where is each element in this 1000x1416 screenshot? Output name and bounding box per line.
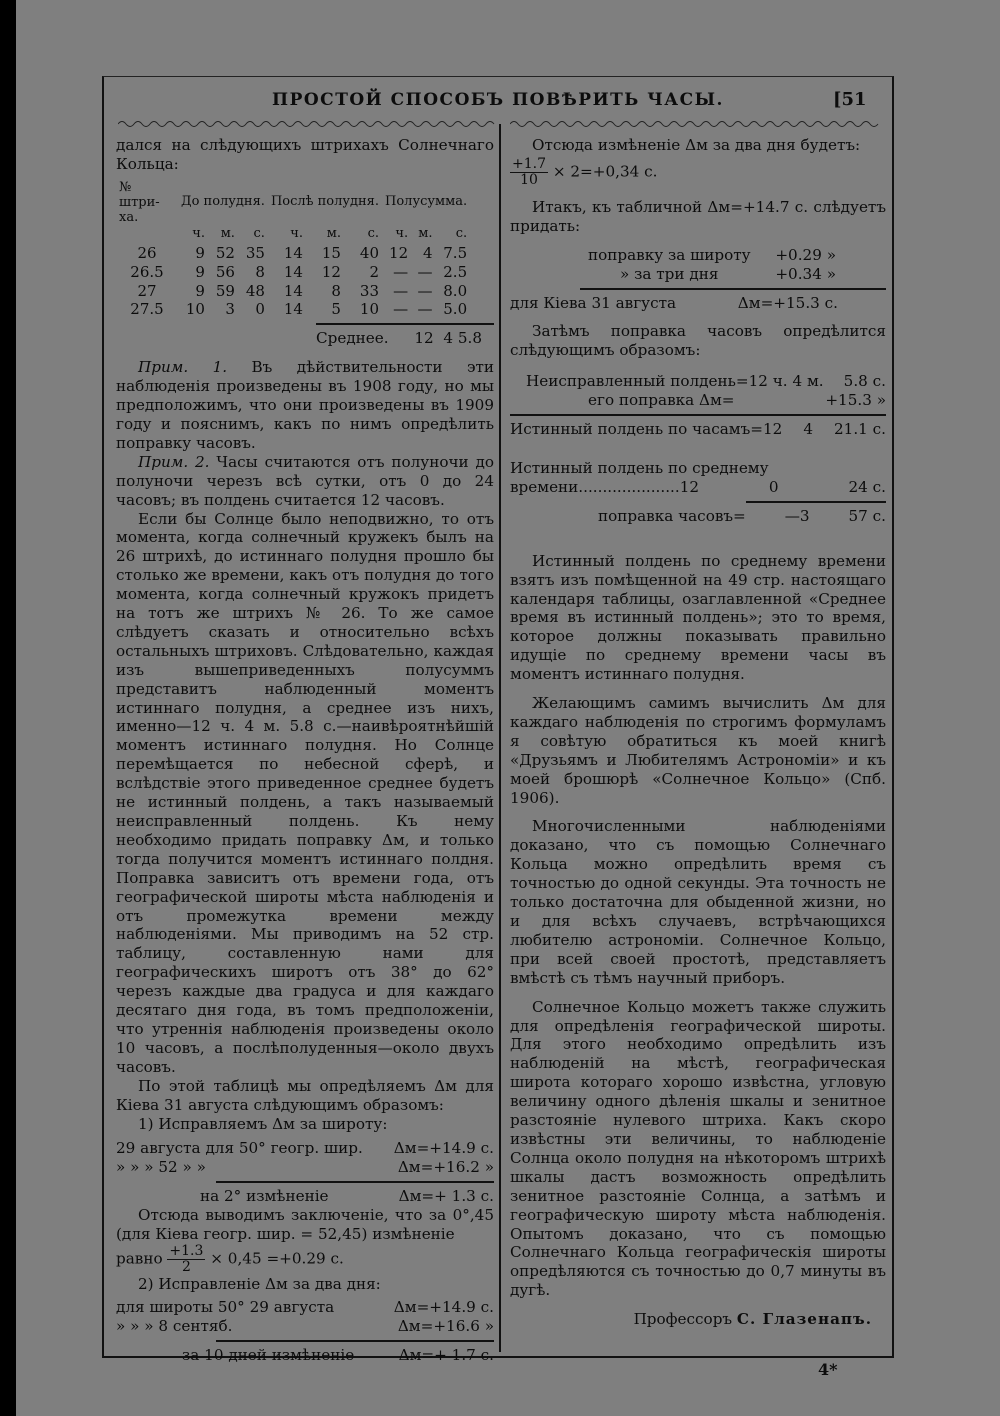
right-paragraph-formulas: Желающимъ самимъ вычислить Δм для каждаго наблюденія по строгимъ формуламъ я совѣтую обратиться къ моей книгѣ «Друзьямъ и Любителямъ Астрономіи» и къ моей брошюрѣ «Солнечное Кольцо» (Спб. 1906). (510, 694, 886, 807)
latitude-row-3: на 2° измѣненіе Δм=+ 1.3 с. (200, 1187, 494, 1206)
page-title: ПРОСТОЙ СПОСОБЪ ПОВѢРИТЬ ЧАСЫ. (272, 90, 724, 110)
scan-edge (0, 0, 16, 1416)
right-paragraph-accuracy: Многочисленными наблюденіями доказано, что съ помощью Солнечнаго Кольца можно опредѣлить время съ точностью до одной секунды. Эта точность не только достаточна для обыденной жизни, но и для всѣхъ случаевъ, встрѣчающихся любителю астрономіи. Солнечное Кольцо, при всей своей простотѣ, представляетъ вмѣстѣ съ тѣмъ научный приборъ. (510, 817, 886, 987)
note-1 (116, 358, 494, 453)
noon-correction-row: его поправка Δм= +15.3 » (588, 391, 886, 410)
table-cell: 15 (321, 243, 341, 262)
col-stroke: № штри-ха. (119, 179, 160, 225)
table-cell: 10 (185, 300, 205, 319)
note-2-label: Прим. 2. (138, 452, 210, 471)
table-cell: — (417, 262, 433, 281)
table-cell: 3 (225, 300, 235, 319)
table-cell: 5 (331, 300, 341, 319)
table-cell: 14 (283, 300, 303, 319)
table-cell: — (393, 262, 409, 281)
footer-mark: 4* (818, 1360, 838, 1379)
right-table-ref: Итакъ, къ табличной Δм=+14.7 с. слѣдуетъ придать: (510, 197, 886, 235)
table-row (116, 263, 470, 282)
table-cell: 2 (369, 262, 380, 281)
unit-label: ч. (395, 225, 409, 241)
note-2 (116, 453, 494, 510)
table-cell: 2.5 (443, 262, 468, 281)
days-row-1: для широты 50° 29 августа Δм=+14.9 с. (116, 1297, 494, 1316)
kiev-total-row: для Кіева 31 августа Δм=+15.3 с. (510, 293, 838, 312)
table-cell: 26.5 (130, 262, 164, 281)
mean-noon-label: Истинный полдень по среднему (510, 458, 769, 477)
col-before-noon: До полудня. (181, 193, 265, 209)
days-row-2: » » » 8 сентяб. Δм=+16.6 » (116, 1316, 494, 1335)
table-cell: 59 (215, 281, 235, 300)
table-cell: 12 (321, 262, 341, 281)
right-intro: Отсюда измѣненіе Δм за два дня будетъ: (532, 136, 861, 154)
table-cell: 52 (215, 243, 235, 262)
table-body (116, 244, 470, 320)
equation-2: $\frac{+1.7}{10}$ × 2=+0,34 с. (512, 155, 658, 188)
fraction-2: $\frac{+1.7}{10}$ (512, 155, 546, 188)
latitude-row-2: » » » 52 » » Δм=+16.2 » (116, 1158, 494, 1177)
table-cell: — (393, 281, 409, 300)
days-rule (216, 1340, 494, 1342)
table-cell: 40 (359, 243, 380, 262)
wavy-rule-left (118, 118, 496, 130)
step-2-heading: 2) Исправленіе Δм за два дня: (138, 1274, 381, 1293)
table-cell: 9 (195, 281, 205, 300)
correction-row-1: поправку за широту +0.29 » (588, 245, 836, 264)
paragraph-main: Если бы Солнце было неподвижно, то отъ момента, когда солнечный кружекъ былъ на 26 штрихѣ, до истиннаго полудня прошло бы столько же времени, какъ отъ полудня до того момента, когда солнечный кружокъ придетъ на тотъ же штрихъ № 26. То же самое слѣдуетъ сказать и относительно всѣхъ остальныхъ штриховъ. Слѣдовательно, каждая изъ вышеприведенныхъ полусуммъ представитъ наблюденный моментъ истиннаго полудня, а среднее изъ нихъ, именно—12 ч. 4 м. 5.8 с.—наивѣроятнѣйшій моментъ истиннаго полудня. Но Солнце перемѣщается по небесной сферѣ, и вслѣдствіе этого приведенное среднее будетъ не истинный полдень, а такъ называемый неисправленный полдень. Къ нему необходимо придать поправку Δм, и только тогда получится моментъ истиннаго полдня. Поправка зависитъ отъ времени года, отъ географической широты мѣста наблюденія и отъ промежутка времени между наблюденіями. Мы приводимъ на 52 стр. таблицу, составленную нами для географическихъ широтъ отъ 38° до 62° черезъ каждые два градуса и для каждаго десятаго дня года, въ томъ предположеніи, что утреннія наблюденія произведены около 10 часовъ, а послѣполуденныя—около двухъ часовъ. (116, 509, 494, 1076)
table-header (116, 180, 470, 225)
mean-noon-rule (746, 501, 886, 503)
table-cell: 14 (283, 262, 303, 281)
signature (510, 1310, 886, 1329)
signature-name: С. Глазенапъ. (736, 1310, 872, 1329)
noon-rule (510, 414, 886, 416)
right-paragraph-correction: Затѣмъ поправка часовъ опредѣлится слѣдующимъ образомъ: (510, 322, 886, 360)
fraction-1: $\frac{+1.3}{2}$ (169, 1242, 204, 1275)
latitude-row-1: 29 августа для 50° геогр. шир. Δм=+14.9 с. (116, 1139, 494, 1158)
intro-text: дался на слѣдующихъ штрихахъ Солнечнаго Кольца: (116, 136, 494, 173)
table-cell: 33 (359, 281, 380, 300)
note-2-text: Часы считаются отъ полуночи до полуночи черезъ всѣ сутки, отъ 0 до 24 часовъ; въ полдень считается 12 часовъ. (116, 452, 494, 509)
table-cell: 8 (331, 281, 341, 300)
paragraph-table-ref: По этой таблицѣ мы опредѣляемъ Δм для Кіева 31 августа слѣдующимъ образомъ: (116, 1076, 494, 1114)
step-1-heading: 1) Исправляемъ Δм за широту: (138, 1114, 388, 1133)
uncorrected-noon-row: Неисправленный полдень=12 ч. 4 м. 5.8 с. (526, 372, 886, 391)
unit-label: м. (220, 225, 235, 241)
signature-title: Профессоръ (633, 1310, 733, 1329)
mean-label: Среднее. (316, 329, 389, 348)
unit-label: с. (253, 225, 265, 241)
table-row (116, 282, 470, 301)
table-cell: — (417, 281, 433, 300)
table-cell: 8 (255, 262, 265, 281)
unit-label: ч. (290, 225, 303, 241)
table-cell: 5.0 (443, 300, 468, 319)
wavy-rule-right (510, 118, 884, 130)
table-cell: 9 (195, 243, 205, 262)
mean-row (116, 329, 494, 348)
table-cell: 27 (137, 281, 157, 300)
page-header (104, 84, 892, 118)
note-1-text: Въ дѣйствительности эти наблюденія произведены въ 1908 году, но мы предположимъ, что они произведены въ 1909 году и пояснимъ, какъ по нимъ опредѣлить поправку часовъ. (116, 358, 494, 452)
right-paragraph-mean-time: Истинный полдень по среднему времени взятъ изъ помѣщенной на 49 стр. настоящаго календаря таблицы, озаглавленной «Среднее время въ истинный полдень»; это то время, которое должны показывать правильно идущіе по среднему времени часы въ моментъ истиннаго полудня. (510, 551, 886, 684)
table-cell: 12 (389, 243, 409, 262)
observations-table (116, 180, 470, 320)
table-cell: 0 (255, 300, 265, 319)
table-cell: — (393, 300, 409, 319)
table-cell: 56 (215, 262, 235, 281)
days-row-3: за 10 дней измѣненіе Δм=+ 1.7 с. (182, 1345, 494, 1364)
column-divider (499, 124, 501, 1352)
unit-label: м. (418, 225, 433, 241)
table-row (116, 244, 470, 263)
table-cell: 26 (137, 243, 157, 262)
note-1-label: Прим. 1. (138, 358, 228, 377)
equation-1: равно $\frac{+1.3}{2}$ × 0,45 =+0.29 с. (116, 1242, 344, 1275)
mean-noon-row: времени.....................12 0 24 с. (510, 477, 886, 496)
table-cell: 4 (422, 243, 433, 262)
table-cell: 9 (195, 262, 205, 281)
table-cell: 35 (245, 243, 265, 262)
correction-row-2: » за три дня +0.34 » (620, 264, 836, 283)
table-cell: 10 (359, 300, 380, 319)
mean-seconds: 5.8 (457, 329, 482, 348)
col-half-sum: Полусумма. (385, 193, 468, 209)
right-column (510, 136, 886, 1329)
table-cell: 14 (283, 281, 303, 300)
right-paragraph-latitude: Солнечное Кольцо можетъ также служить для опредѣленія географической широты. Для этого необходимо опредѣлить изъ наблюденій на мѣстѣ, географическая широта котораго хорошо извѣстна, угловую величину одного дѣленія шкалы и зенитное разстояніе нулевого штриха. Какъ скоро извѣстны эти величины, то наблюденіе Солнца около полудня на нѣкоторомъ штрихѣ шкалы дастъ возможность опредѣлить зенитное разстояніе Солнца, а затѣмъ и географическую широту мѣста наблюденія. Опытомъ доказано, что съ помощью Солнечнаго Кольца географическія широты опредѣляются съ точностью до 0,7 минуты въ дугѣ. (510, 997, 886, 1300)
unit-label: м. (326, 225, 341, 241)
mean-hours: 12 (414, 329, 434, 348)
table-cell: — (417, 300, 433, 319)
units-row (116, 225, 470, 244)
unit-label: ч. (192, 225, 205, 241)
left-column (116, 136, 494, 1365)
mean-minutes: 4 (443, 329, 454, 348)
table-cell: 8.0 (443, 281, 468, 300)
unit-label: с. (367, 225, 380, 241)
page-number: [51 (833, 89, 867, 110)
latitude-rule (216, 1181, 494, 1183)
col-after-noon: Послѣ полудня. (270, 193, 380, 209)
table-row (116, 300, 470, 319)
paragraph-conclusion: Отсюда выводимъ заключеніе, что за 0°,45 (для Кіева геогр. шир. = 52,45) измѣненіе (116, 1206, 494, 1244)
unit-label: с. (455, 225, 468, 241)
clock-correction-row: поправка часовъ= —3 57 с. (598, 506, 886, 525)
mean-rule (316, 323, 494, 325)
table-cell: 14 (283, 243, 303, 262)
table-cell: 48 (245, 281, 265, 300)
true-noon-clock-row: Истинный полдень по часамъ=12 4 21.1 с. (510, 420, 886, 439)
table-cell: 27.5 (130, 300, 164, 319)
correction-rule (580, 288, 886, 290)
table-cell: 7.5 (443, 243, 468, 262)
